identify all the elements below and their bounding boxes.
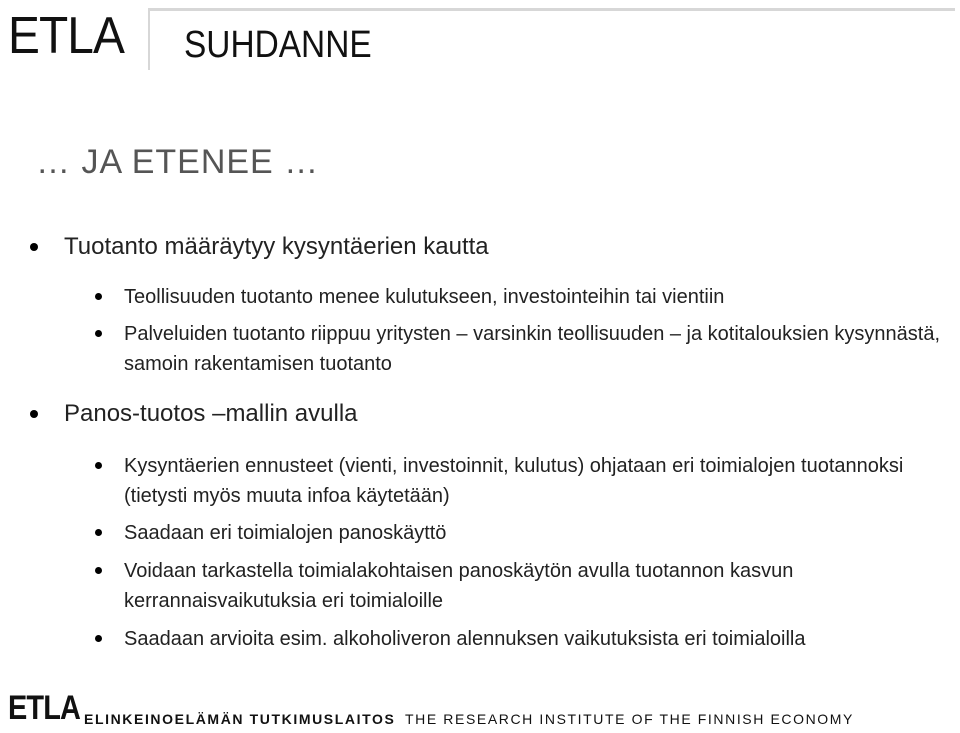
sub-bullet-dot: [95, 330, 102, 337]
sub-bullet-1-1: Teollisuuden tuotanto menee kulutukseen, investointeihin tai vientiin: [124, 286, 725, 308]
sub-bullet-2-1: Kysyntäerien ennusteet (vienti, investoinnit, kulutus) ohjataan eri toimialojen tuotannoksi (tietysti myös muuta infoa käytetään): [124, 455, 904, 507]
header-title: SUHDANNE: [184, 24, 372, 66]
sub-bullet-dot: [95, 293, 102, 300]
sub-bullet-dot: [95, 567, 102, 574]
bullet-2: Panos-tuotos –mallin avulla: [64, 400, 358, 427]
sub-bullet-dot: [95, 635, 102, 642]
sub-bullet-dot: [95, 462, 102, 469]
sub-bullet-2-4: Saadaan arvioita esim. alkoholiveron alennuksen vaikutuksista eri toimialoilla: [124, 628, 806, 650]
bullet-1: Tuotanto määräytyy kysyntäerien kautta: [64, 233, 489, 260]
sub-bullet-2-3: Voidaan tarkastella toimialakohtaisen panoskäytön avulla tuotannon kasvun kerrannaisvaikutuksia eri toimialoille: [124, 560, 794, 612]
etla-logo: ETLA: [8, 7, 124, 65]
footer-name-en: THE RESEARCH INSTITUTE OF THE FINNISH ECONOMY: [405, 711, 854, 727]
footer-name-fi: ELINKEINOELÄMÄN TUTKIMUSLAITOS: [84, 711, 396, 727]
footer-etla-logo: ETLA: [8, 689, 81, 727]
header-rule: [148, 8, 955, 11]
slide-title: … JA ETENEE …: [36, 143, 320, 181]
bullet-dot: [30, 243, 38, 251]
bullet-dot: [30, 410, 38, 418]
sub-bullet-1-2: Palveluiden tuotanto riippuu yritysten – varsinkin teollisuuden – ja kotitalouksien kysynnästä, samoin rakentamisen tuotanto: [124, 323, 941, 375]
sub-bullet-2-2: Saadaan eri toimialojen panoskäyttö: [124, 522, 447, 544]
header-divider: [148, 8, 150, 70]
sub-bullet-dot: [95, 529, 102, 536]
